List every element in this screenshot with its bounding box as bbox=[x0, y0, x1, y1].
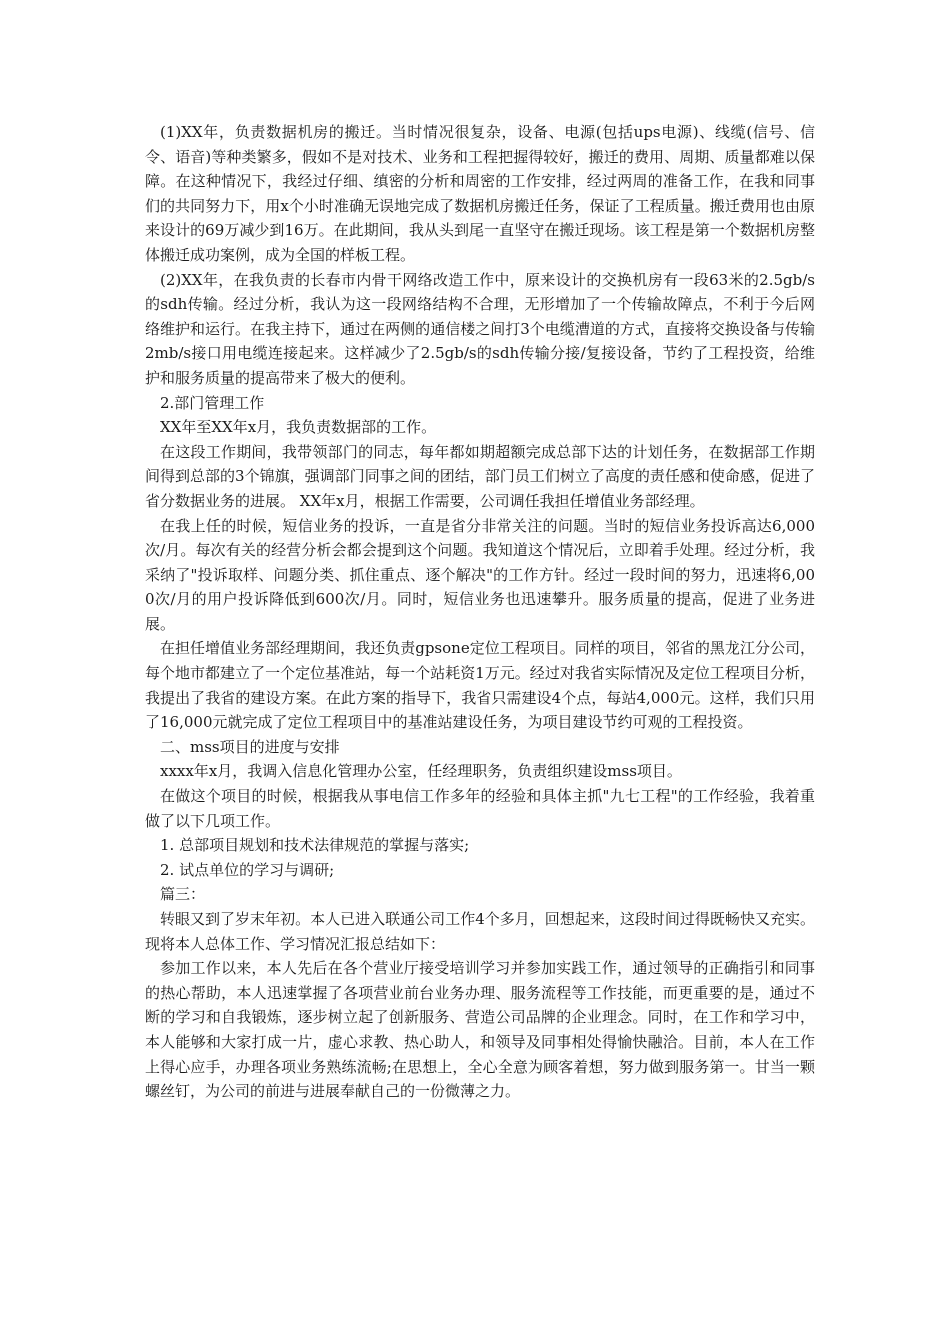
paragraph-network-renovation: (2)XX年，在我负责的长春市内骨干网络改造工作中，原来设计的交换机房有一段63米的2.5gb/s的sdh传输。经过分析，我认为这一段网络结构不合理，无形增加了一个传输故障点，不利于今后网络维护和运行。在我主持下，通过在两侧的通信楼之间打3个电缆漕道的方式，直接将交换设备与传输2mb/s接口用电缆连接起来。这样减少了2.5gb/s的sdh传输分接/复接设备，节约了工程投资，给维护和服务质量的提高带来了极大的便利。 bbox=[145, 270, 815, 387]
section-heading-part-three: 篇三： bbox=[160, 885, 206, 904]
paragraph-sms-complaints: 在我上任的时候，短信业务的投诉，一直是省分非常关注的问题。当时的短信业务投诉高达6,000次/月。每次有关的经营分析会都会提到这个问题。我知道这个情况后，立即着手处理。经过分析，我采纳了"投诉取样、问题分类、抓住重点、逐个解决"的工作方针。经过一段时间的努力，迅速将6,000次/月的用户投诉降低到600次/月。同时，短信业务也迅速攀升。服务质量的提高，促进了业务进展。 bbox=[145, 516, 815, 633]
paragraph-data-department-period: XX年至XX年x月，我负责数据部的工作。 bbox=[160, 418, 437, 437]
list-item-2: 2. 试点单位的学习与调研; bbox=[160, 860, 335, 879]
paragraph-gpsone-project: 在担任增值业务部经理期间，我还负责gpsone定位工程项目。同样的项目，邻省的黑龙江分公司，每个地市都建立了一个定位基准站，每一个站耗资1万元。经过对我省实际情况及定位工程项目分析，我提出了我省的建设方案。在此方案的指导下，我省只需建设4个点，每站4,000元。这样，我们只用了16,000元就完成了定位工程项目中的基准站建设任务，为项目建设节约可观的工程投资。 bbox=[145, 639, 815, 732]
paragraph-year-end-intro: 转眼又到了岁末年初。本人已进入联通公司工作4个多月，回想起来，这段时间过得既畅快又充实。现将本人总体工作、学习情况汇报总结如下： bbox=[145, 910, 815, 953]
paragraph-data-department-work: 在这段工作期间，我带领部门的同志，每年都如期超额完成总部下达的计划任务，在数据部工作期间得到总部的3个锦旗，强调部门同事之间的团结，部门员工们树立了高度的责任感和使命感，促进了省分数据业务的进展。 XX年x月，根据工作需要，公司调任我担任增值业务部经理。 bbox=[145, 442, 815, 510]
list-item-1: 1. 总部项目规划和技术法律规范的掌握与落实; bbox=[160, 836, 470, 855]
section-heading-mss-project: 二、mss项目的进度与安排 bbox=[160, 737, 340, 756]
paragraph-work-summary: 参加工作以来，本人先后在各个营业厅接受培训学习并参加实践工作，通过领导的正确指引和同事的热心帮助，本人迅速掌握了各项营业前台业务办理、服务流程等工作技能，而更重要的是，通过不断的学习和自我锻炼，逐步树立起了创新服务、营造公司品牌的企业理念。同时，在工作和学习中，本人能够和大家打成一片，虚心求教、热心助人，和领导及同事相处得愉快融洽。目前，本人在工作上得心应手，办理各项业务熟练流畅;在思想上，全心全意为顾客着想，努力做到服务第一。甘当一颗螺丝钉，为公司的前进与进展奉献自己的一份微薄之力。 bbox=[145, 959, 815, 1101]
section-heading-department-management: 2.部门管理工作 bbox=[160, 393, 265, 412]
paragraph-data-room-relocation: (1)XX年，负责数据机房的搬迁。当时情况很复杂，设备、电源(包括ups电源)、线缆(信号、信令、语音)等种类繁多，假如不是对技术、业务和工程把握得较好，搬迁的费用、周期、质量都难以保障。在这种情况下，我经过仔细、缜密的分析和周密的工作安排，经过两周的准备工作，在我和同事们的共同努力下，用x个小时准确无误地完成了数据机房搬迁任务，保证了工程质量。搬迁费用也由原来设计的69万减少到16万。在此期间，我从头到尾一直坚守在搬迁现场。该工程是第一个数据机房整体搬迁成功案例，成为全国的样板工程。 bbox=[145, 123, 815, 264]
paragraph-mss-assignment: xxxx年x月，我调入信息化管理办公室，任经理职务，负责组织建设mss项目。 bbox=[160, 762, 682, 781]
document-body bbox=[145, 120, 815, 1104]
paragraph-mss-approach: 在做这个项目的时候，根据我从事电信工作多年的经验和具体主抓"九七工程"的工作经验，我着重做了以下几项工作。 bbox=[145, 787, 815, 830]
